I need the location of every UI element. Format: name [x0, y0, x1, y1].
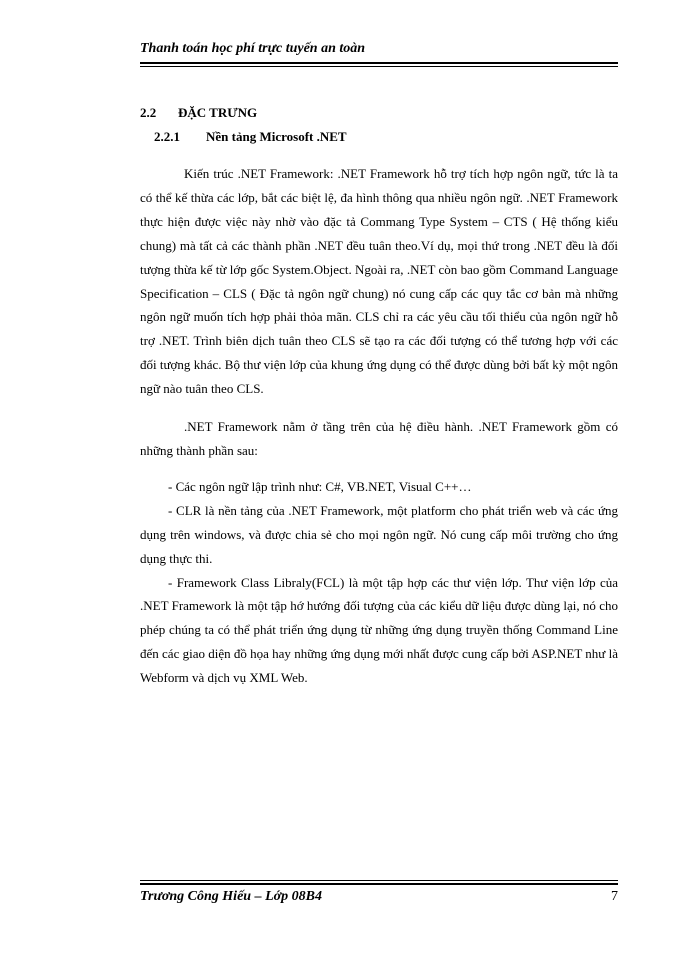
footer-author: Trương Công Hiếu – Lớp 08B4: [140, 889, 322, 904]
document-body: [140, 104, 618, 690]
bullet-clr: - CLR là nền tảng của .NET Framework, một platform cho phát triển web và các ứng dụng trên windows, và được chia sẻ cho mọi ngôn ngữ. Nó cung cấp môi trường cho ứng dụng thực thi.: [140, 502, 618, 566]
bullet-fcl: - Framework Class Libraly(FCL) là một tập hợp các thư viện lớp. Thư viện lớp của .NET Framework là một tập hớ hướng đối tượng của các kiểu dữ liệu được dùng lại, nó cho phép chúng ta có thể phát triển ứng dụng từ những ứng dụng truyền thống Command Line đến các giao diện đồ họa hay những ứng dụng mới nhất được cung cấp bởi ASP.NET như là Webform và dịch vụ XML Web.: [140, 574, 618, 686]
header-title: Thanh toán học phí trực tuyến an toàn: [140, 41, 366, 56]
footer-rule-thin: [140, 880, 618, 881]
paragraph-net-architecture: Kiến trúc .NET Framework: .NET Framework hỗ trợ tích hợp ngôn ngữ, tức là ta có thể kế thừa các lớp, bắt các biệt lệ, đa hình thông qua nhiều ngôn ngữ. .NET Framework thực hiện được việc này nhờ vào đặc tả Commang Type System – CTS ( Hệ thống kiểu chung) mà tất cả các thành phần .NET đều tuân theo.Ví dụ, mọi thứ trong .NET đều là đối tượng thừa kế từ lớp gốc System.Object. Ngoài ra, .NET còn bao gồm Command Language Specification – CLS ( Đặc tả ngôn ngữ chung) nó cung cấp các quy tắc cơ bản mà những ngôn ngữ muốn tích hợp phải thỏa mãn. CLS chỉ ra các yêu cầu tối thiểu của ngôn ngữ hỗ trợ .NET. Trình biên dịch tuân theo CLS sẽ tạo ra các đối tượng có thể tương hợp với các đối tượng khác. Bộ thư viện lớp của khung ứng dụng có thể được dùng bởi bất kỳ một ngôn ngữ nào tuân theo CLS.: [140, 166, 618, 397]
bullet-languages: - Các ngôn ngữ lập trình như: C#, VB.NET, Visual C++…: [168, 478, 472, 494]
section-number: 2.2: [140, 105, 157, 120]
header-rule-thick: [140, 62, 618, 64]
subsection-title: Nền tảng Microsoft .NET: [206, 129, 347, 144]
section-title: ĐẶC TRƯNG: [178, 105, 258, 120]
subsection-heading: [154, 128, 618, 146]
header-rule-thin: [140, 66, 618, 67]
footer-rule-thick: [140, 883, 618, 885]
page-footer: [140, 880, 618, 906]
page-header: [140, 40, 618, 64]
paragraph-net-components-intro: .NET Framework nằm ở tầng trên của hệ điều hành. .NET Framework gồm có những thành phần sau:: [140, 419, 618, 458]
subsection-number: 2.2.1: [154, 129, 180, 144]
page-number: 7: [611, 889, 618, 904]
section-heading: [140, 104, 618, 122]
